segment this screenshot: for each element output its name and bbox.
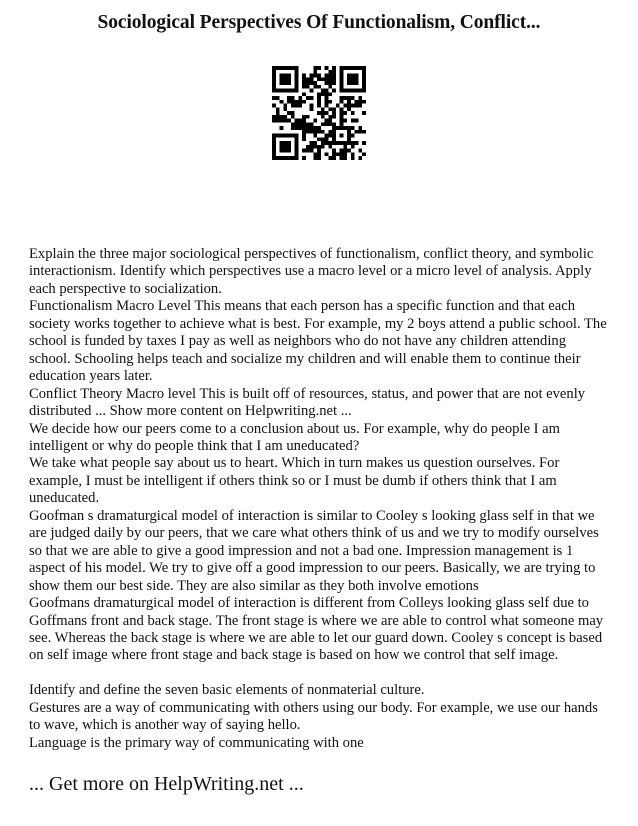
paragraph-language: Language is the primary way of communicating with one xyxy=(29,734,364,751)
document-body xyxy=(29,246,609,752)
paragraph-functionalism: Functionalism Macro Level This means that each person has a specific function and that each society works together to achieve what is best. For example, my 2 boys attend a public school. The school is funded by taxes I pay as well as neighbors who do not have any children attending school. Schooling helps teach and socialize my children and will enable them to continue their education years later. xyxy=(29,298,607,385)
qr-code-container xyxy=(29,66,609,162)
paragraph-question-2: Identify and define the seven basic elements of nonmaterial culture. xyxy=(29,682,425,699)
paragraph-dramaturgical-different: Goofmans dramaturgical model of interaction is different from Colleys looking glass self due to Goffmans front and back stage. The front stage is where we are able to control what someone may see. Whereas the back stage is where we are able to let our guard down. Cooley s concept is based on self image where front stage and back stage is based on how we control that self image. xyxy=(29,595,604,664)
paragraph-question-1: Explain the three major sociological perspectives of functionalism, conflict theory, and symbolic interactionism. Identify which perspectives use a macro level or a micro level of analysis. Apply each perspective to socialization. xyxy=(29,246,594,297)
paragraph-conflict-theory: Conflict Theory Macro level This is built off of resources, status, and power that are not evenly distributed ... Show more content on Helpwriting.net ... xyxy=(29,385,586,420)
paragraph-gap xyxy=(29,665,609,682)
paragraph-take-to-heart: We take what people say about us to heart. Which in turn makes us question ourselves. For example, I must be intelligent if others think so or I must be dumb if others think that I am uneducated. xyxy=(29,455,560,507)
paragraph-peers-conclusion: We decide how our peers come to a conclusion about us. For example, why do people I am intelligent or why do people think that I am uneducated? xyxy=(29,420,560,454)
document-title: Sociological Perspectives Of Functionalism, Conflict... xyxy=(97,12,541,33)
paragraph-gestures: Gestures are a way of communicating with others using our body. For example, we use our hands to wave, which is another way of saying hello. xyxy=(29,699,598,734)
qr-code-icon xyxy=(272,66,366,160)
paragraph-dramaturgical-similar: Goofman s dramaturgical model of interaction is similar to Cooley s looking glass self in that we are judged daily by our peers, that we care what others think of us and we try to modify ourselves so that we are able to give a good impression and not a bad one. Impression management is 1 aspect of his model. We try to give off a good impression to our peers. Basically, we are trying to show them our best side. They are also similar as they both involve emotions xyxy=(29,507,599,594)
get-more-link[interactable]: ... Get more on HelpWriting.net ... xyxy=(29,773,304,796)
